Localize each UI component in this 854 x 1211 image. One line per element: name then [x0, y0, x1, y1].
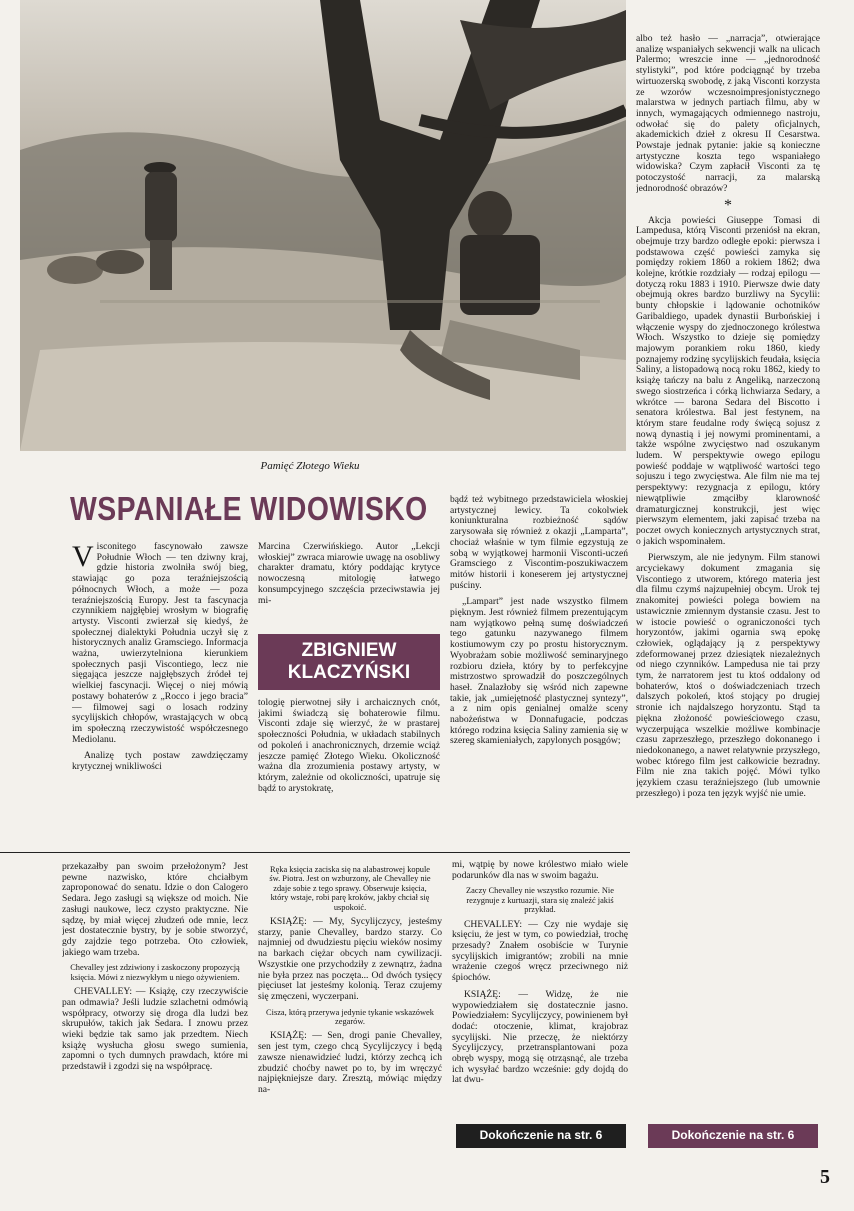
continued-tag-left[interactable]: Dokończenie na str. 6 — [456, 1124, 626, 1148]
bottom1-paragraph-1: przekazałby pan swoim przełożonym? Jest pewne nazwisko, które chciałbym zaproponować do senatu. Idzie o don Calogero Sedara. Jego zasługi są większe od moich. Nie zasługi naukowe, lecz czysto praktyczne. Nie sądzę, by miał więcej złudzeń ode mnie, lecz jest dostatecznie bystry, by je sobie stworzyć, gdy zajdzie tego potrzeba. Oto człowiek, jakiego wam trzeba. — [62, 862, 248, 958]
stage-direction: Zaczy Chevalley nie wszystko rozumie. Nie rezygnuje z kurtuazji, stara się znaleźć jakiś przykład. — [466, 886, 614, 915]
film-still-photo — [20, 0, 626, 451]
bottom3-paragraph-1: mi, wątpię by nowe królestwo miało wiele podarunków dla nas w swoim bagażu. — [452, 860, 628, 881]
page-number: 5 — [820, 1166, 830, 1188]
bottom3-paragraph-3: KSIĄŻĘ: — Widzę, że nie wypowiedziałem się dostatecznie jasno. Powiedziałem: Sycylijczycy, powinienem był dodać: otoczenie, klimat, krajobraz sycylijski. Nie przeczę, że niektórzy Sycylijczycy, przetransplantowani poza obręb wyspy, mogą się otrząsnąć, ale trzeba ich wysyłać bardzo wcześnie: gdy dojdą do lat dwu- — [452, 988, 628, 1086]
article-column-3 — [450, 495, 628, 842]
bottom1-paragraph-2: CHEVALLEY: — Książę, czy rzeczywiście pan odmawia? Jeśli ludzie szlachetni odmówią współpracy, otworzy się droga dla ludzi bez skrupułów, takich jak Sedara. I znowu przez wieki będzie tak samo jak przedtem. Niech książę wysłucha głosu swego sumienia, zapomni o tych dumnych prawdach, które mi przedstawił i zgodzi się na współpracę. — [62, 986, 248, 1073]
section-divider — [0, 852, 630, 853]
article-headline: WSPANIAŁE WIDOWISKO — [70, 490, 428, 527]
article-column-1 — [72, 542, 248, 842]
col4-paragraph-1: albo też hasło — „narracja”, otwierające analizę wspaniałych sekwencji walk na ulicach Palermo; wreszcie inne — „jednorodność stylistyki”, pod które podciągnąć by trzeba wirtuozerską swobodę, z jaką Visconti korzysta ze wzorów wczesnoimpresjonistycznego malarstwa w jednych partiach filmu, aby w innych, wymagających odmiennego nastroju, odwołać się do palety oficjalnych, akademickich dzieł z okresu II Cesarstwa. Powstaje jednak pytanie: jakie są konieczne artystyczne koszta tego wspaniałego widowiska? Czym zapłacił Visconti za tę potoczystość narracji, za malarską jednorodność obrazów? — [636, 34, 820, 194]
col1-paragraph-1: isconitego fascynowało zawsze Południe Włoch — ten dziwny kraj, gdzie historia zwolniła swój bieg, stawiając go poza teraźniejszością północnych Włoch, a może — poza teraźniejszością Europy. Jest ta fascynacja czynnikiem najgłębiej wrosłym w biografię artysty. Visconti zwierzał się kiedyś, że społecznej dialektyki Południa uczył się z historycznych analiz Gramsciego. Informacja ważna, uwierzytelniona kierunkiem społecznych pasji Viscontiego, lecz nie sięgająca jeszcze najgłębszych źródeł tej wielkiej fascynacji. Więcej o niej mówią postawy bohaterów z „Rocco i jego bracia” — filmowej sagi o losach rodziny sycylijskich chłopów, wrastających w obcą im społeczną rzeczywistość współczesnego Mediolanu. — [72, 542, 248, 745]
bottom-column-1 — [62, 862, 248, 1162]
col1-paragraph-2: Analizę tych postaw zawdzięczamy krytycznej wnikliwości — [72, 750, 248, 773]
article-column-2-top: Marcina Czerwińskiego. Autor „Lekcji włoskiej” zwraca miarowie uwagę na osobliwy charakter dramatu, który poddając krytyce nowoczesną mitologię łatwego konsumpcyjnego szczęścia przeciwstawia jej mi- — [258, 542, 440, 606]
col3-paragraph-1: bądź też wybitnego przedstawiciela włoskiej artystycznej lewicy. Ta cokolwiek koniunkturalna rozbieżność sądów zarysowała się również z okazji „Lamparta”, chociaż właśnie w tym filmie egzystują ze sobą w wyjątkowej harmonii Visconti-uczeń Gramsciego z Viscontim-poszukiwaczem mitów historii i koneserem jej artystycznej puściny. — [450, 495, 628, 591]
dropcap: V — [72, 542, 94, 573]
photo-caption: Pamięć Złotego Wieku — [260, 460, 360, 472]
col4-paragraph-2: Akcja powieści Giuseppe Tomasi di Lampedusa, którą Visconti przeniósł na ekran, obejmuje trzy bardzo odległe epoki: pierwsza i podstawowa część powieści zamyka się pomiędzy rokiem 1860 a rokiem 1862; dwa kolejne, krótkie rozdziały — rodzaj epilogu — dotyczą roku 1883 i 1910. Pierwsze dwie daty obejmują okres bardzo burzliwy na Sycylii: bunty chłopskie i lądowanie ochotników Garibaldiego, upadek dynastii Burbońskiej i włączenie wyspy do zjednoczonego królestwa Włoch. Wszystko to dzieje się pomiędzy majowym porankiem roku 1860, kiedy poznajemy rodzinę sycylijskich feudała, księcia Saliny, a listopadową nocą roku 1862, kiedy to książę tańczy na balu z Angeliką, narzeczoną swego siostrzeńca i córką lichwiarza Sedary, a wkrótce — barona Sedara del Biscotto i senatora królestwa. Bal jest festynem, na którym stare feudalne rody święcą sojusz z nową dynastią i jej nowymi prominentami, a także wspólne zwycięstwo nad oszukanym ludem. W perspektywie owego epilogu powieść poddaje w wątpliwość wartości tego sojuszu i tego zwycięstwa. Ale film nie ma tej perspektywy: rezygnacja z epilogu, który niewątpliwie zmąciłby klarowność dramaturgicznej konstrukcji, jest więc pierwszym elementem, jaki zapisać trzeba na poczet owych koniecznych artystycznych strat, o jakich wspominałem. — [636, 214, 820, 547]
stage-direction: Ciszа, którą przerywa jedynie tykanie wskazówek zegarów. — [266, 1007, 434, 1027]
stage-direction: Chevalley jest zdziwiony i zaskoczony propozycją księcia. Mówi z niezwykłym u niego ożywieniem. — [70, 963, 240, 982]
bottom2-paragraph-2: KSIĄŻĘ: — Sen, drogi panie Chevalley, sen jest tym, czego chcą Sycylijczycy i będą zawsze nienawidzieć ludzi, którzy zechcą ich zbudzić choćby nawet po to, by im wręczyć najpiękniejsze dary. Zresztą, mówiąc między na- — [258, 1030, 442, 1095]
article-column-4 — [636, 34, 820, 1114]
col4-paragraph-3: Pierwszym, ale nie jedynym. Film stanowi arcyciekawy dokument zmagania się Viscontiego z utworem, którego materia jest dla filmu czymś najzupełniej obcym. Urok tej znakomitej powieści polega bowiem na ustawicznie zmiennym dystansie czasu. Jest to w istocie powieść o ograniczoności tych horyzontów, jakimi ogarnia swą epokę człowiek, oglądający ją z perspektywy zdeformowanej przez dziesiątek niezależnych od niego czynników. Lampedusa nie tai przy tym, że narratorem jest tu ktoś oddalony od bohaterów, ktoś o doświadczeniach trzech dalszych pokoleń, ktoś stojący po drugiej stronie ich najdalszego horyzontu. Stąd ta piękna złożoność powieściowego czasu, wyczerpująca wszelkie możliwe kombinacje czasu zaprzeszłego, przeszłego dokonanego i niedokonanego, a nawet relatywnie przyszłego, wobec którego film jest całkowicie bezradny. Film nie zna takich pojęć. Mówi tylko językiem czasu teraźniejszego (lub umownie przeszłego) i poza ten język wyjść nie umie. — [636, 552, 820, 799]
bottom-column-2 — [258, 860, 442, 1160]
section-star: * — [724, 196, 732, 214]
article-column-2-bottom: tologię pierwotnej siły i archaicznych cnót, jakimi świadczą się bohaterowie filmu. Visconti zdaje się wierzyć, że w prastarej społeczności Południa, w układach stabilnych od pokoleń i anachronicznych, drzemie wciąż jeszcze pamięć Złotego Wieku. Okoliczność ważna dla zrozumienia postawy artysty, w którym, zależnie od okoliczności, upatruje się bądź to arystokratę, — [258, 698, 440, 794]
photo-illustration — [20, 0, 626, 451]
author-box: ZBIGNIEW KLACZYŃSKI — [258, 634, 440, 690]
bottom-column-3 — [452, 860, 628, 1116]
col3-paragraph-2: „Lampart” jest nade wszystko filmem pięknym. Jest również filmem prezentującym nam wyjątkowo pełną sumę doświadczeń tego gatunku nazywanego filmem kostiumowym czy po prostu historycznym. Wyobrażam sobie możliwość seminaryjnego rozbioru dzieła, który by to perfekcyjne mistrzostwo sprowadził do poszczególnych haseł. Znalazłoby się wśród nich zapewne takie, jak „umiejętność plastycznej syntezy”, a z nim opis genialnej omalże sceny nabożeństwa w Donnafugacie, podczas którego rodzina księcia Saliny zamienia się w szereg skamieniałych, zapylonych posągów; — [450, 596, 628, 747]
bottom2-paragraph-1: KSIĄŻĘ: — My, Sycylijczycy, jesteśmy starzy, panie Chevalley, bardzo starzy. Co najmniej od dwudziestu pięciu wieków nosimy na barkach ciężar obcych nam cywilizacji. Wszystkie one przychodziły z zewnątrz, żadna nie była przez nas poczęta... Od dwóch tysięcy pięciuset lat jesteśmy kolonią. Teraz czujemy się zmęczeni, wyczerpani. — [258, 916, 442, 1002]
bottom3-paragraph-2: CHEVALLEY: — Czy nie wydaje się księciu, że jest w tym, co powiedział, trochę przesady? Znałem osobiście w Turynie sycylijskich imigrantów; zrobili na mnie wrażenie czegoś wręcz przeciwnego niż śpiochów. — [452, 918, 628, 984]
stage-direction: Ręka księcia zaciska się na alabastrowej kopule św. Piotra. Jest on wzburzony, ale Chevalley nie zdaje sobie z tego sprawy. Obserwuje księcia, który wstaje, robi parę kroków, jakby chciał się uspokoić. — [269, 865, 431, 912]
continued-tag-right[interactable]: Dokończenie na str. 6 — [648, 1124, 818, 1148]
